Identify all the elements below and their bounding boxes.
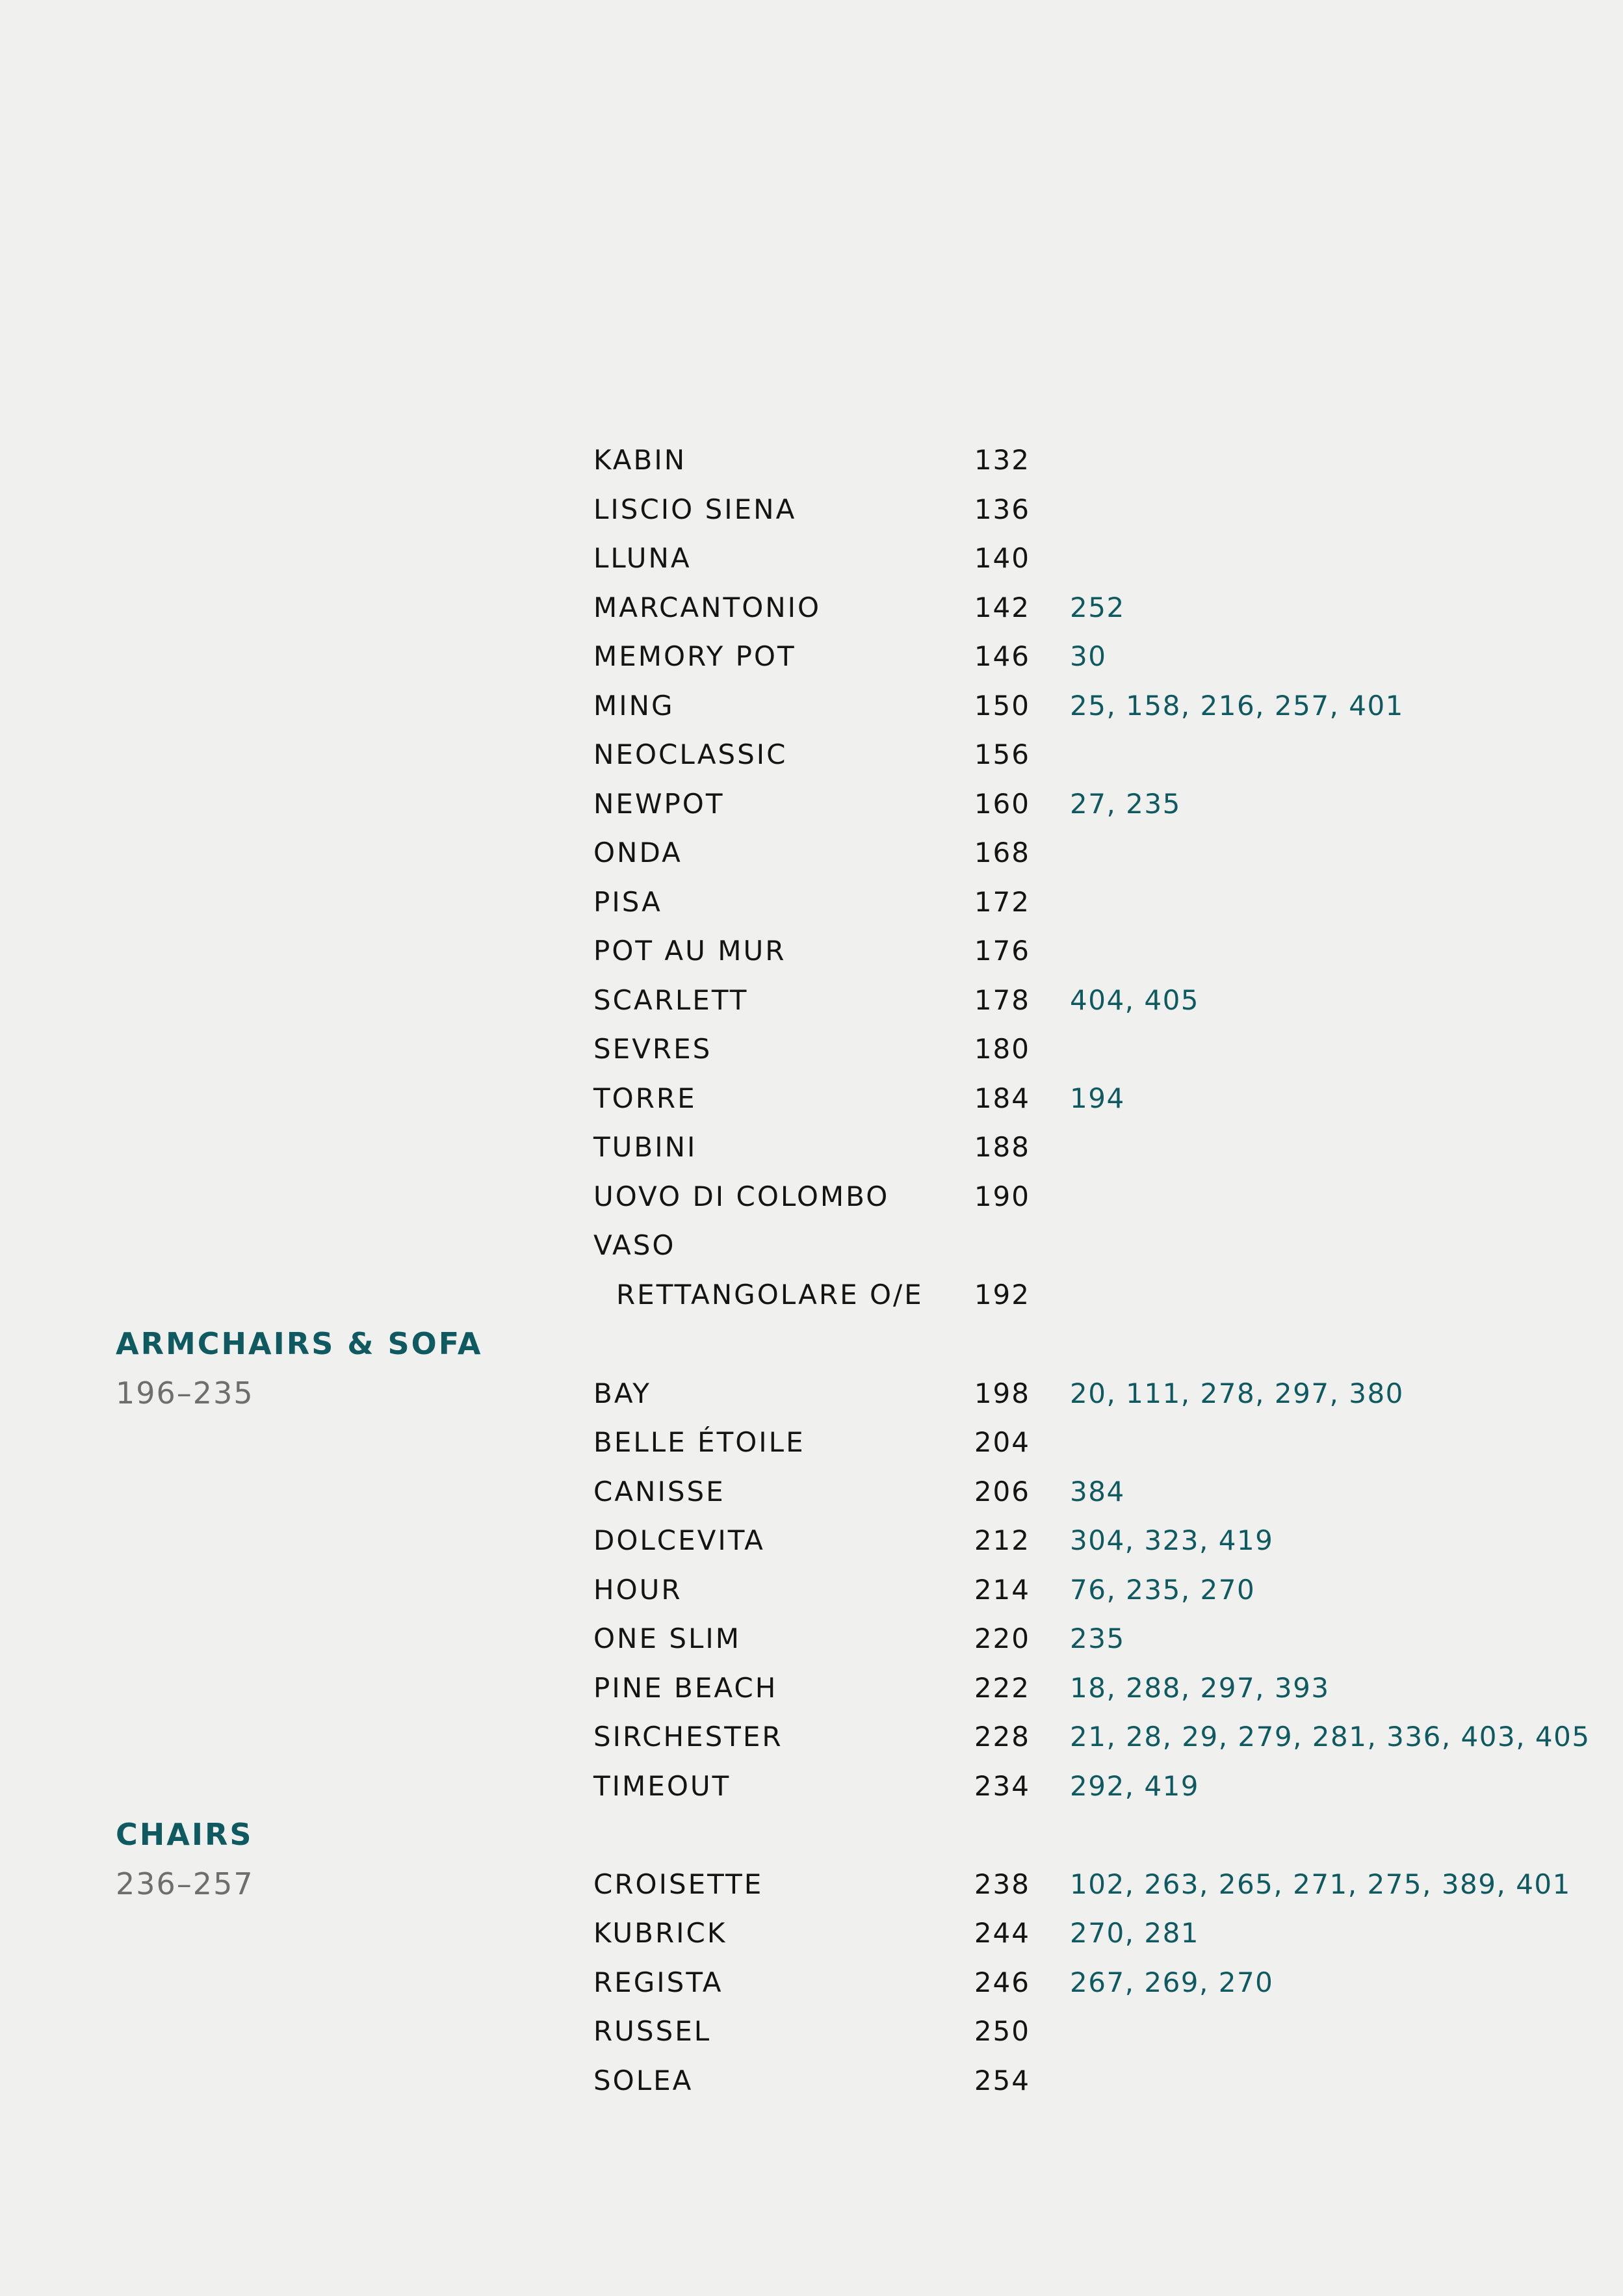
cross-references: 270, 281 (1070, 1917, 1200, 1949)
page-number: 206 (974, 1475, 1030, 1507)
page-number: 156 (974, 738, 1030, 770)
page-number: 212 (974, 1524, 1030, 1556)
section-title-spacer (0, 1810, 1623, 1860)
cross-references: 252 (1070, 591, 1125, 623)
section-title: CHAIRS (116, 1817, 253, 1852)
page-number: 150 (974, 689, 1030, 722)
page-number: 228 (974, 1721, 1030, 1753)
page-number: 136 (974, 493, 1030, 525)
index-row (0, 1467, 1623, 1517)
section-page-range: 196–235 (116, 1375, 254, 1411)
product-name: CANISSE (593, 1475, 725, 1507)
cross-references: 76, 235, 270 (1070, 1573, 1256, 1606)
product-name: MING (593, 689, 675, 722)
index-row (0, 1958, 1623, 2007)
page-number: 184 (974, 1082, 1030, 1114)
index-row (0, 1565, 1623, 1615)
section-armchairs-sofa (0, 1320, 1623, 1810)
index-row (0, 976, 1623, 1025)
product-name: SOLEA (593, 2064, 694, 2096)
page-number: 246 (974, 1966, 1030, 1998)
page-number: 254 (974, 2064, 1030, 2096)
index-row (0, 878, 1623, 927)
product-name: BELLE ÉTOILE (593, 1426, 805, 1458)
page-number: 234 (974, 1769, 1030, 1802)
cross-references: 20, 111, 278, 297, 380 (1070, 1377, 1404, 1409)
index-row (0, 926, 1623, 976)
product-name: REGISTA (593, 1966, 723, 1998)
page-number: 222 (974, 1671, 1030, 1704)
product-name: LLUNA (593, 542, 692, 574)
cross-references: 102, 263, 265, 271, 275, 389, 401 (1070, 1868, 1571, 1900)
cross-references: 194 (1070, 1082, 1125, 1114)
cross-references: 235 (1070, 1623, 1125, 1654)
index-row (0, 1123, 1623, 1172)
section-title-spacer (0, 1320, 1623, 1369)
page-number: 198 (974, 1377, 1030, 1409)
cross-references: 30 (1070, 640, 1107, 672)
page-number: 204 (974, 1426, 1030, 1458)
page-number: 220 (974, 1623, 1030, 1654)
page-number: 180 (974, 1033, 1030, 1065)
index-row (0, 1221, 1623, 1270)
product-name: MEMORY POT (593, 640, 796, 672)
product-name: ONE SLIM (593, 1623, 742, 1654)
page-number: 214 (974, 1573, 1030, 1606)
page-number: 142 (974, 591, 1030, 623)
index-row (0, 1024, 1623, 1074)
index-row (0, 1270, 1623, 1320)
section-page-range: 236–257 (116, 1866, 254, 1901)
index-row (0, 1909, 1623, 1958)
cross-references: 292, 419 (1070, 1769, 1200, 1802)
index-row (0, 1663, 1623, 1713)
index-row (0, 1860, 1623, 1909)
index-row (0, 534, 1623, 583)
page-number: 178 (974, 984, 1030, 1016)
product-name: BAY (593, 1377, 651, 1409)
index-list-continued (0, 436, 1623, 1319)
product-name: PISA (593, 885, 662, 918)
index-row (0, 436, 1623, 485)
product-name: CROISETTE (593, 1868, 764, 1900)
page-number: 250 (974, 2015, 1030, 2047)
product-name: POT AU MUR (593, 935, 786, 967)
page-number: 176 (974, 935, 1030, 967)
index-row (0, 632, 1623, 681)
index-row (0, 485, 1623, 534)
page-number: 188 (974, 1131, 1030, 1163)
page-number: 140 (974, 542, 1030, 574)
page-number: 244 (974, 1917, 1030, 1949)
product-name: KUBRICK (593, 1917, 727, 1949)
index-row (0, 1614, 1623, 1663)
page-number: 190 (974, 1180, 1030, 1212)
product-name: PINE BEACH (593, 1671, 778, 1704)
product-name: KABIN (593, 444, 687, 476)
product-name: TORRE (593, 1082, 697, 1114)
index-row (0, 1172, 1623, 1221)
page-number: 172 (974, 885, 1030, 918)
index-row (0, 730, 1623, 779)
page-number: 192 (974, 1278, 1030, 1311)
product-name: ONDA (593, 837, 682, 868)
page-number: 238 (974, 1868, 1030, 1900)
product-name: HOUR (593, 1573, 682, 1606)
index-row (0, 1516, 1623, 1565)
index-row (0, 1369, 1623, 1418)
product-name: TIMEOUT (593, 1769, 731, 1802)
product-name: NEOCLASSIC (593, 738, 788, 770)
index-row (0, 1712, 1623, 1762)
product-name: VASO (593, 1229, 676, 1261)
product-name: TUBINI (593, 1131, 697, 1163)
index-row (0, 1074, 1623, 1123)
index-row (0, 2007, 1623, 2056)
cross-references: 404, 405 (1070, 984, 1200, 1016)
page-number: 168 (974, 837, 1030, 868)
cross-references: 27, 235 (1070, 787, 1181, 820)
section-chairs (0, 1810, 1623, 2105)
product-name: MARCANTONIO (593, 591, 822, 623)
cross-references: 18, 288, 297, 393 (1070, 1671, 1330, 1704)
index-row (0, 1418, 1623, 1467)
page-number: 160 (974, 787, 1030, 820)
page-number: 132 (974, 444, 1030, 476)
index-row (0, 2056, 1623, 2106)
cross-references: 25, 158, 216, 257, 401 (1070, 689, 1404, 722)
product-name: SEVRES (593, 1033, 712, 1065)
product-name: LISCIO SIENA (593, 493, 797, 525)
product-name: NEWPOT (593, 787, 725, 820)
cross-references: 384 (1070, 1475, 1125, 1507)
product-name: DOLCEVITA (593, 1524, 765, 1556)
product-name: RUSSEL (593, 2015, 712, 2047)
index-row (0, 779, 1623, 829)
cross-references: 267, 269, 270 (1070, 1966, 1274, 1998)
product-name: UOVO DI COLOMBO (593, 1180, 890, 1212)
index-row (0, 1762, 1623, 1811)
page-number: 146 (974, 640, 1030, 672)
cross-references: 21, 28, 29, 279, 281, 336, 403, 405 (1070, 1721, 1591, 1753)
index-row (0, 681, 1623, 731)
index-row (0, 583, 1623, 633)
index-row (0, 828, 1623, 878)
cross-references: 304, 323, 419 (1070, 1524, 1274, 1556)
product-name: SCARLETT (593, 984, 749, 1016)
section-title: ARMCHAIRS & SOFA (116, 1326, 483, 1361)
product-name: RETTANGOLARE O/E (616, 1278, 924, 1311)
product-name: SIRCHESTER (593, 1721, 783, 1753)
